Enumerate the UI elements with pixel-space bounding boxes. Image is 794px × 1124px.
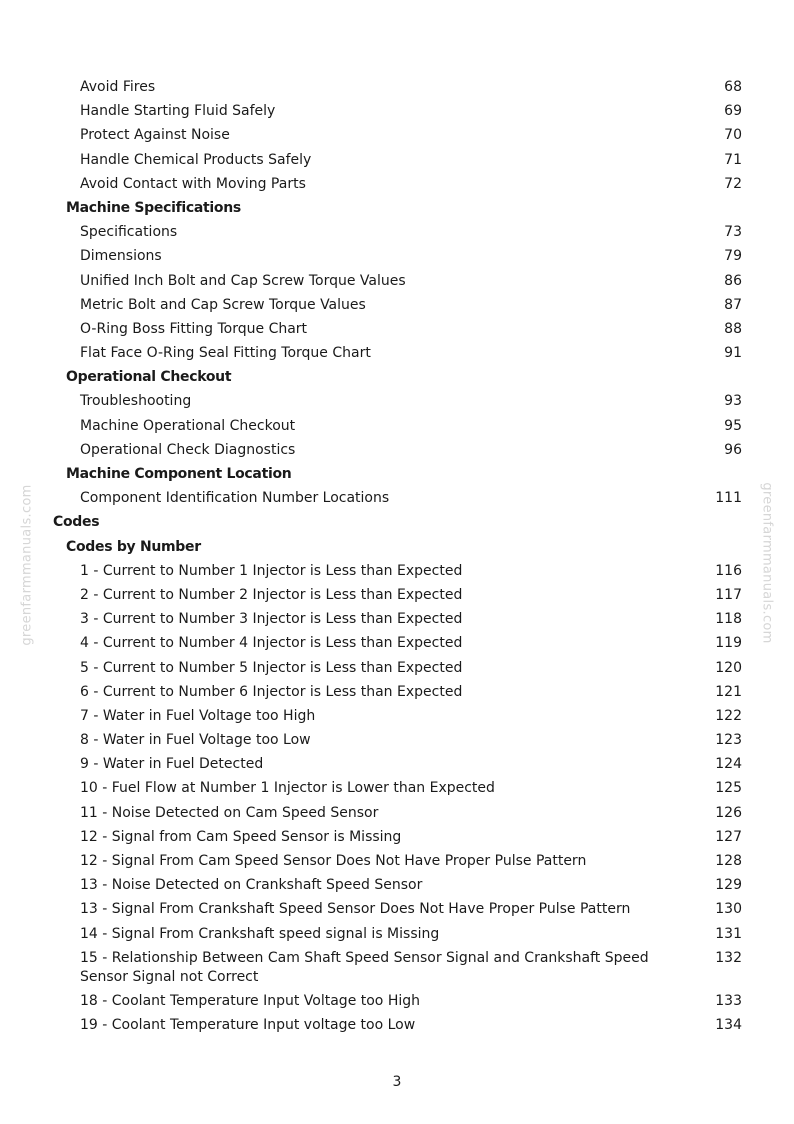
toc-entry-page-number: 111 [715, 490, 742, 507]
toc-entry-page-number: 95 [724, 417, 742, 434]
toc-entry-title: 15 - Relationship Between Cam Shaft Speed Sensor Signal and Crankshaft Speed Sensor Signal not Correct [80, 949, 649, 985]
watermark-left: greenfarmmanuals.com [19, 484, 35, 646]
toc-entry[interactable] [0, 989, 794, 1013]
toc-entry-page-number: 125 [715, 780, 742, 797]
toc-entry[interactable] [0, 631, 794, 655]
toc-chapter-heading [0, 510, 794, 534]
toc-entry-page-number: 79 [724, 248, 742, 265]
table-of-contents [0, 75, 794, 1038]
toc-entry-title: O-Ring Boss Fitting Torque Chart [80, 320, 308, 337]
toc-entry-title: Specifications [80, 224, 178, 241]
toc-entry-title: Protect Against Noise [80, 127, 230, 144]
toc-entry-title: 8 - Water in Fuel Voltage too Low [80, 732, 311, 749]
toc-entry-title: 12 - Signal from Cam Speed Sensor is Missing [80, 828, 402, 845]
toc-entry[interactable] [0, 244, 794, 268]
toc-entry-page-number: 121 [715, 683, 742, 700]
toc-entry[interactable] [0, 776, 794, 800]
toc-entry-title: Avoid Fires [80, 79, 156, 95]
toc-entry-page-number: 122 [715, 707, 742, 724]
toc-entry-page-number: 119 [715, 635, 742, 652]
toc-entry-title: 5 - Current to Number 5 Injector is Less than Expected [80, 659, 463, 676]
toc-entry[interactable] [0, 728, 794, 752]
toc-entry[interactable] [0, 559, 794, 583]
toc-entry-page-number: 127 [715, 828, 742, 845]
toc-entry[interactable] [0, 873, 794, 897]
toc-entry[interactable] [0, 607, 794, 631]
toc-entry-page-number: 118 [715, 611, 742, 628]
toc-entry-page-number: 88 [724, 320, 742, 337]
toc-entry-title: 11 - Noise Detected on Cam Speed Sensor [80, 804, 379, 821]
toc-entry[interactable] [0, 583, 794, 607]
toc-entry[interactable] [0, 172, 794, 196]
toc-entry-page-number: 134 [715, 1017, 742, 1034]
toc-entry-page-number: 69 [724, 103, 742, 120]
toc-entry[interactable] [0, 99, 794, 123]
toc-entry-title: 19 - Coolant Temperature Input voltage too Low [80, 1017, 416, 1034]
toc-entry-page-number: 123 [715, 732, 742, 749]
toc-entry-page-number: 116 [715, 562, 742, 579]
toc-section-heading [0, 535, 794, 559]
toc-entry-page-number: 129 [715, 877, 742, 894]
toc-entry[interactable] [0, 269, 794, 293]
toc-entry[interactable] [0, 825, 794, 849]
toc-entry-title: Operational Checkout [66, 369, 232, 386]
toc-entry[interactable] [0, 946, 794, 990]
toc-entry-title: Avoid Contact with Moving Parts [80, 175, 306, 192]
toc-entry-title: 14 - Signal From Crankshaft speed signal is Missing [80, 925, 440, 942]
toc-entry-title: 4 - Current to Number 4 Injector is Less than Expected [80, 635, 463, 652]
toc-entry-page-number: 73 [724, 224, 742, 241]
toc-entry[interactable] [0, 341, 794, 365]
toc-section-heading [0, 462, 794, 486]
page-number: 3 [392, 1074, 402, 1090]
toc-entry-title: Codes by Number [66, 538, 201, 555]
toc-section-heading [0, 365, 794, 389]
toc-entry[interactable] [0, 680, 794, 704]
toc-entry-title: Machine Specifications [66, 199, 241, 216]
toc-entry-title: Unified Inch Bolt and Cap Screw Torque Values [80, 272, 406, 289]
toc-entry-title: 3 - Current to Number 3 Injector is Less than Expected [80, 611, 463, 628]
toc-entry-title: 10 - Fuel Flow at Number 1 Injector is Lower than Expected [80, 780, 495, 797]
toc-entry-title: 7 - Water in Fuel Voltage too High [80, 707, 316, 724]
toc-entry[interactable] [0, 849, 794, 873]
toc-entry[interactable] [0, 656, 794, 680]
toc-entry[interactable] [0, 897, 794, 921]
toc-entry-title: 1 - Current to Number 1 Injector is Less than Expected [80, 562, 463, 579]
toc-entry-title: Machine Component Location [66, 466, 292, 482]
toc-entry-page-number: 96 [724, 441, 742, 458]
toc-entry-page-number: 133 [715, 993, 742, 1010]
toc-entry-title: Dimensions [80, 248, 162, 265]
toc-entry-title: 18 - Coolant Temperature Input Voltage too High [80, 993, 420, 1010]
toc-entry[interactable] [0, 438, 794, 462]
toc-entry-page-number: 70 [724, 127, 742, 144]
toc-entry-page-number: 71 [724, 151, 742, 168]
toc-entry-title: Metric Bolt and Cap Screw Torque Values [80, 296, 366, 313]
toc-entry-page-number: 120 [715, 659, 742, 676]
toc-entry[interactable] [0, 801, 794, 825]
toc-entry-title: Handle Chemical Products Safely [80, 151, 312, 168]
toc-entry[interactable] [0, 1013, 794, 1037]
toc-entry-page-number: 86 [724, 272, 742, 289]
toc-entry-page-number: 132 [715, 949, 742, 966]
toc-entry[interactable] [0, 75, 794, 99]
toc-entry[interactable] [0, 922, 794, 946]
toc-entry-page-number: 126 [715, 804, 742, 821]
toc-entry[interactable] [0, 220, 794, 244]
toc-entry[interactable] [0, 414, 794, 438]
toc-entry[interactable] [0, 389, 794, 413]
toc-entry-title: Operational Check Diagnostics [80, 441, 296, 458]
toc-entry-page-number: 131 [715, 925, 742, 942]
toc-entry-page-number: 87 [724, 296, 742, 313]
toc-entry[interactable] [0, 486, 794, 510]
toc-entry-title: 6 - Current to Number 6 Injector is Less than Expected [80, 683, 463, 700]
toc-entry-title: 13 - Noise Detected on Crankshaft Speed Sensor [80, 877, 423, 894]
toc-entry-page-number: 93 [724, 393, 742, 410]
toc-entry-title: Handle Starting Fluid Safely [80, 103, 276, 120]
toc-entry[interactable] [0, 123, 794, 147]
toc-entry-title: 9 - Water in Fuel Detected [80, 756, 264, 773]
toc-entry[interactable] [0, 317, 794, 341]
toc-entry-page-number: 124 [715, 756, 742, 773]
toc-entry-page-number: 130 [715, 901, 742, 918]
toc-entry-page-number: 72 [724, 175, 742, 192]
toc-entry-page-number: 91 [724, 345, 742, 362]
watermark-right: greenfarmmanuals.com [759, 482, 775, 644]
toc-entry-title: Codes [53, 514, 100, 531]
toc-entry-page-number: 68 [724, 79, 742, 95]
toc-entry-title: 2 - Current to Number 2 Injector is Less than Expected [80, 586, 463, 603]
toc-entry-title: 12 - Signal From Cam Speed Sensor Does Not Have Proper Pulse Pattern [80, 853, 587, 869]
toc-entry[interactable] [0, 148, 794, 172]
toc-entry-title: 13 - Signal From Crankshaft Speed Sensor Does Not Have Proper Pulse Pattern [80, 901, 631, 918]
toc-entry[interactable] [0, 752, 794, 776]
toc-section-heading [0, 196, 794, 220]
toc-entry-title: Machine Operational Checkout [80, 417, 296, 434]
toc-entry[interactable] [0, 704, 794, 728]
toc-entry-title: Component Identification Number Locations [80, 490, 390, 507]
toc-entry-page-number: 117 [715, 586, 742, 603]
toc-entry-title: Flat Face O-Ring Seal Fitting Torque Chart [80, 345, 371, 362]
toc-entry[interactable] [0, 293, 794, 317]
toc-entry-page-number: 128 [715, 853, 742, 869]
toc-entry-title: Troubleshooting [80, 393, 192, 410]
